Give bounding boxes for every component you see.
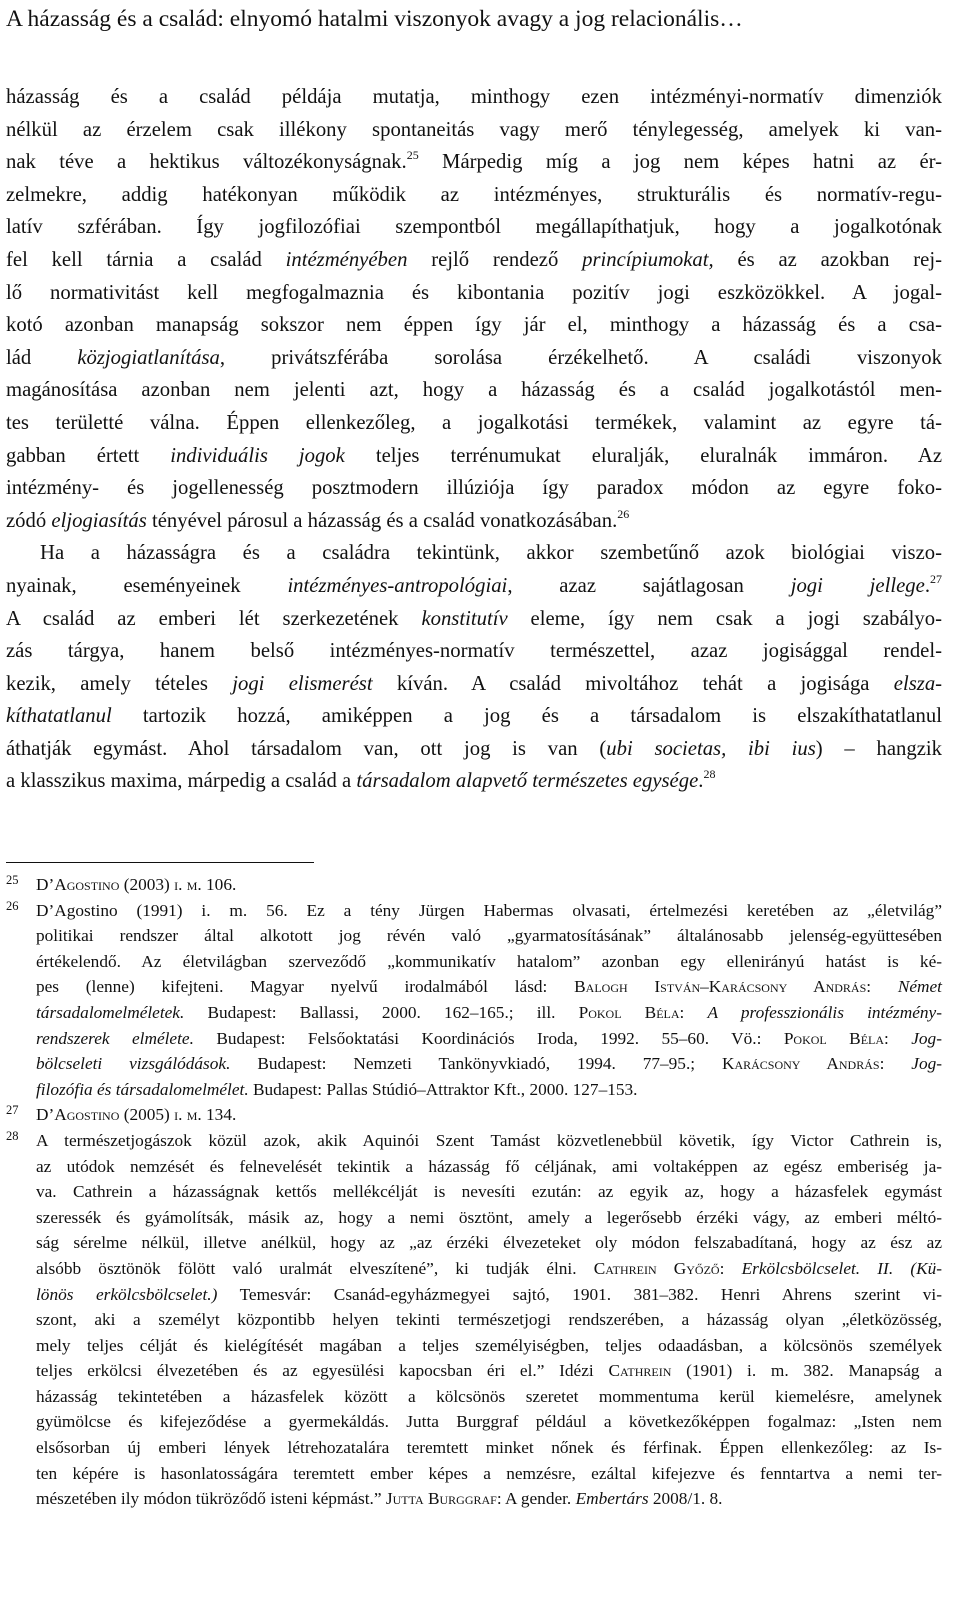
- text-line: kezik, amely tételes jogi elismerést kíván. A család mivoltához tehát a jogisága elsza-: [6, 672, 943, 695]
- text-line: latív szférában. Így jogfilozófiai szempontból megállapíthatjuk, hogy a jogalkotónak: [6, 216, 942, 239]
- text-line: nak téve a hektikus változékonyságnak.$^{25}$ Márpedig míg a jog nem képes hatni az ér-: [6, 148, 942, 174]
- footnote-number: 25: [6, 873, 19, 887]
- footnote-line: alsóbb ösztönök fölött való uralmát elveszítené”, ki tudják élni. Cathrein Győző: Erkölcsbölcselet. II. (Kü-: [36, 1258, 942, 1278]
- footnote-line: szeressék és gyámolítsák, másik az, hogy a nemi ösztönt, amely a legerősebb érzéki vágy, az emberi méltó-: [36, 1207, 942, 1227]
- footnotes: [6, 872, 942, 1512]
- footnote-25: [6, 872, 942, 898]
- footnote-line: értékelendő. Az életvilágban szerveződő „kommunikatív hatalom” azonban egy ellenirányú hatást is ké-: [36, 951, 942, 971]
- running-header: A házasság és a család: elnyomó hatalmi viszonyok avagy a jog relacionális…: [6, 6, 743, 32]
- footnote-line: elsősorban új emberi lények létrehozatalára teremtett minket nőnek és férfinak. Éppen ellenkezőleg: az Is-: [36, 1438, 942, 1458]
- footnote-line: társadalomelméletek. Budapest: Ballassi, 2000. 162–165.; ill. Pokol Béla: A professzionális intézmény-: [36, 1002, 942, 1022]
- footnote-number: 26: [6, 898, 19, 913]
- footnote-number: 28: [6, 1128, 19, 1143]
- text-line: lő normativitást kell megfogalmaznia és kibontania pozitív jogi eszközökkel. A jogal-: [6, 281, 942, 304]
- footnote-28: [6, 1128, 942, 1512]
- footnote-line: az utódok nemzését és felnevelését tekintik a házasság fő céljának, ami voltaképpen az egész emberiség ja-: [36, 1156, 942, 1176]
- text-line: fel kell tárnia a család intézményében rejlő rendező princípiumokat, és az azokban rej-: [6, 248, 942, 271]
- text-line: a klasszikus maxima, márpedig a család a társadalom alapvető természetes egysége.$^{28}$: [6, 767, 716, 793]
- footnote-27: [6, 1102, 942, 1128]
- footnote-number: 27: [6, 1103, 19, 1118]
- footnote-line: D’Agostino (2005) i. m. 134.: [36, 1105, 237, 1125]
- footnote-line: politikai rendszer által alkotott jog révén való „gyarmatosításának” általánosabb jelenség-együttesében: [36, 926, 942, 946]
- footnote-line: rendszerek elmélete. Budapest: Felsőoktatási Koordinációs Iroda, 1992. 55–60. Vö.: Pokol Béla: Jog-: [36, 1028, 942, 1048]
- text-line: intézmény- és jogellenesség posztmodern illúziója így paradox módon az egyre foko-: [6, 477, 942, 500]
- footnote-line: gyümölcse és kifejeződése a gyermekáldás. Jutta Burggraf például a következőképpen fogalmaz: „Isten nem: [36, 1412, 942, 1432]
- footnote-ref-28[interactable]: 28: [703, 767, 716, 782]
- footnote-separator: [6, 862, 314, 863]
- text-line: zás tárgya, hanem belső intézményes-normatív természettel, azaz jogisággal rendel-: [6, 640, 942, 663]
- text-line: zelmekre, addig hatékonyan működik az intézményes, strukturális és normatív-regu-: [6, 183, 942, 206]
- footnote-line: mészetében ily módon tükröződő isteni képmást.” Jutta Burggraf: A gender. Embertárs 2008/1. 8.: [36, 1489, 723, 1509]
- text-line: magánosítása azonban nem jelenti azt, hogy a házasság és a család jogalkotástól men-: [6, 379, 942, 402]
- footnote-line: D’Agostino (2003) i. m. 106.: [36, 875, 237, 894]
- text-line: kíthatatlanul tartozik hozzá, amiképpen a jog és a társadalom is elszakíthatatlanul: [6, 705, 942, 728]
- footnote-line: ság sérelme nélkül, illetve anélkül, hogy az „az érzéki élvezeteket oly módon felszabadítaná, hogy az ész az: [36, 1233, 942, 1253]
- text-line: zódó eljogiasítás tényével párosul a házasság és a család vonatkozásában.$^{26}$: [6, 506, 630, 532]
- text-line: Ha a házasságra és a családra tekintünk, akkor szembetűnő azok biológiai viszo-: [40, 542, 942, 565]
- text-line: nélkül az érzelem csak illékony spontaneitás vagy merő ténylegesség, amelyek ki van-: [6, 118, 942, 141]
- footnote-ref-27[interactable]: 27: [930, 571, 942, 586]
- footnote-line: ten képére is hasonlatosságára teremtett ember képes a nemzésre, ezáltal kifejezve és fenntartva a nemi ter-: [36, 1463, 942, 1483]
- text-line: lád közjogiatlanítása, privátszférába sorolása érzékelhető. A családi viszonyok: [6, 346, 942, 369]
- main-text: [6, 81, 942, 798]
- text-line: kotó azonban manapság sokszor nem éppen így jár el, minthogy a házasság és a csa-: [6, 314, 942, 337]
- text-line: nyainak, eseményeinek intézményes-antropológiai, azaz sajátlagosan jogi jellege.$^{27}$: [6, 571, 942, 597]
- footnote-line: va. Cathrein a házasságnak kettős mellékcélját is nevesíti ezután: az egyik az, hogy a házasfelek egymást: [36, 1182, 942, 1202]
- text-line: házasság és a család példája mutatja, minthogy ezen intézményi-normatív dimenziók: [6, 86, 942, 108]
- footnote-ref-26[interactable]: 26: [617, 506, 630, 521]
- text-line: tes területté válna. Éppen ellenkezőleg, a jogalkotási termékek, valamint az egyre tá-: [6, 411, 942, 434]
- footnote-line: A természetjogászok közül azok, akik Aquinói Szent Tamást közvetlenebbül követik, így Victor Cathrein is,: [36, 1130, 942, 1150]
- text-line: gabban értett individuális jogok teljes terrénumukat eluralják, eluralnák immáron. Az: [6, 444, 942, 467]
- footnote-line: teljes erkölcsi élvezetében és az egyesülési kapocsban éri el.” Idézi Cathrein (1901) i. m. 382. Manapság a: [36, 1361, 942, 1381]
- footnote-line: pes (lenne) kifejteni. Magyar nyelvű irodalmából lásd: Balogh István–Karácsony András: Német: [36, 977, 942, 997]
- footnote-line: bölcseleti vizsgálódások. Budapest: Nemzeti Tankönyvkiadó, 1994. 77–95.; Karácsony András: Jog-: [36, 1054, 942, 1074]
- footnote-line: mely teljes célját és kielégítését magában a teljes személyiségben, teljes odaadásban, a kölcsönös személyek: [36, 1335, 942, 1355]
- footnote-line: D’Agostino (1991) i. m. 56. Ez a tény Jürgen Habermas olvasati, értelmezési keretében az „életvilág”: [36, 900, 942, 920]
- footnote-line: szont, aki a személyt központibb helyen tekinti természetjogi rendszerében, a házasság olyan „életközösség,: [36, 1310, 942, 1330]
- footnote-line: házasság tekintetében a házasfelek között a kölcsönös szeretet mommentuma kerül kiemelésre, amelynek: [36, 1386, 942, 1406]
- text-line: áthatják egymást. Ahol társadalom van, ott jog is van (ubi societas, ibi ius) – hangzik: [6, 737, 942, 760]
- footnote-line: filozófia és társadalomelmélet. Budapest: Pallas Stúdió–Attraktor Kft., 2000. 127–153.: [36, 1079, 638, 1099]
- text-line: A család az emberi lét szerkezetének konstitutív eleme, így nem csak a jogi szabályo-: [6, 607, 943, 630]
- footnote-ref-25[interactable]: 25: [406, 148, 419, 163]
- footnote-26: [6, 898, 942, 1103]
- footnote-line: lönös erkölcsbölcselet.) Temesvár: Csanád-egyházmegyei sajtó, 1901. 381–382. Henri Ahrens szerint vi-: [36, 1284, 942, 1304]
